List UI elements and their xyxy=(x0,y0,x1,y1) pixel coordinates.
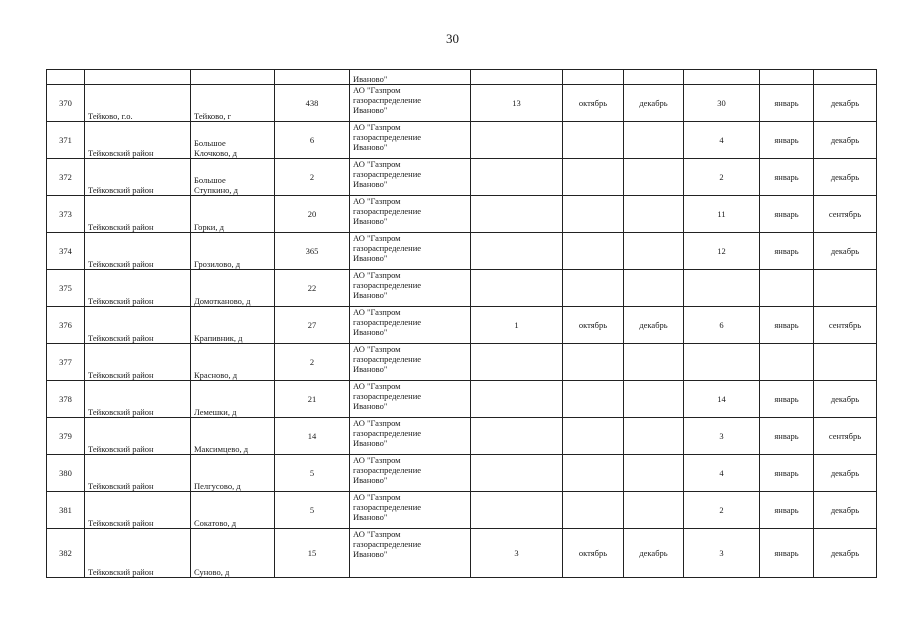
count-cell xyxy=(684,270,760,307)
count-cell xyxy=(471,344,563,381)
quantity-cell: 438 xyxy=(275,85,350,122)
district-cell: Тейковский район xyxy=(85,233,191,270)
end-month-cell: декабрь xyxy=(814,159,877,196)
table-row xyxy=(47,455,877,492)
quantity-cell: 22 xyxy=(275,270,350,307)
district-cell: Тейковский район xyxy=(85,344,191,381)
start-month-cell xyxy=(563,381,624,418)
count-cell: 4 xyxy=(684,122,760,159)
count-cell: 4 xyxy=(684,455,760,492)
locality-cell: Большое Клочково, д xyxy=(191,122,275,159)
locality-cell: Максимцево, д xyxy=(191,418,275,455)
row-number-cell: 375 xyxy=(47,270,85,307)
district-cell: Тейковский район xyxy=(85,196,191,233)
org-cell: АО "Газпром газораспределение Иваново" xyxy=(350,307,471,344)
start-month-cell xyxy=(563,492,624,529)
row-number-cell: 380 xyxy=(47,455,85,492)
district-cell: Тейковский район xyxy=(85,159,191,196)
count-cell: 3 xyxy=(684,418,760,455)
end-month-cell xyxy=(624,344,684,381)
table-row xyxy=(47,492,877,529)
table-row xyxy=(47,196,877,233)
end-month-cell xyxy=(814,344,877,381)
end-month-cell xyxy=(624,196,684,233)
row-number-cell: 371 xyxy=(47,122,85,159)
locality-cell: Красново, д xyxy=(191,344,275,381)
row-number-cell: 376 xyxy=(47,307,85,344)
org-cell: АО "Газпром газораспределение Иваново" xyxy=(350,196,471,233)
start-month-cell: январь xyxy=(760,233,814,270)
end-month-cell: декабрь xyxy=(814,381,877,418)
table-row xyxy=(47,70,877,85)
end-month-cell xyxy=(814,270,877,307)
district-cell: Тейковский район xyxy=(85,455,191,492)
district-cell: Тейковский район xyxy=(85,270,191,307)
count-cell xyxy=(471,159,563,196)
locality-cell: Крапивник, д xyxy=(191,307,275,344)
count-cell: 6 xyxy=(684,307,760,344)
row-number-cell: 372 xyxy=(47,159,85,196)
org-cell: АО "Газпром газораспределение Иваново" xyxy=(350,418,471,455)
district-cell: Тейково, г.о. xyxy=(85,85,191,122)
district-cell: Тейковский район xyxy=(85,381,191,418)
org-cell: АО "Газпром газораспределение Иваново" xyxy=(350,270,471,307)
end-month-cell xyxy=(624,418,684,455)
start-month-cell: октябрь xyxy=(563,529,624,578)
district-cell: Тейковский район xyxy=(85,492,191,529)
count-cell: 1 xyxy=(471,307,563,344)
table-row xyxy=(47,529,877,578)
org-cell: АО "Газпром газораспределение Иваново" xyxy=(350,455,471,492)
table-row xyxy=(47,418,877,455)
start-month-cell: январь xyxy=(760,492,814,529)
org-cell: АО "Газпром газораспределение Иваново" xyxy=(350,381,471,418)
count-cell: 12 xyxy=(684,233,760,270)
start-month-cell: январь xyxy=(760,529,814,578)
start-month-cell xyxy=(563,344,624,381)
start-month-cell: январь xyxy=(760,455,814,492)
end-month-cell xyxy=(624,455,684,492)
row-number-cell: 382 xyxy=(47,529,85,578)
table-row xyxy=(47,233,877,270)
org-cell: Иваново" xyxy=(350,70,471,85)
end-month-cell: декабрь xyxy=(624,307,684,344)
count-cell xyxy=(471,270,563,307)
end-month-cell: декабрь xyxy=(814,85,877,122)
end-month-cell xyxy=(624,159,684,196)
org-cell: АО "Газпром газораспределение Иваново" xyxy=(350,233,471,270)
count-cell xyxy=(471,381,563,418)
count-cell xyxy=(471,196,563,233)
locality-cell: Большое Ступкино, д xyxy=(191,159,275,196)
start-month-cell xyxy=(563,159,624,196)
count-cell: 11 xyxy=(684,196,760,233)
start-month-cell: октябрь xyxy=(563,85,624,122)
start-month-cell xyxy=(563,122,624,159)
start-month-cell: январь xyxy=(760,159,814,196)
quantity-cell: 27 xyxy=(275,307,350,344)
table-row xyxy=(47,307,877,344)
end-month-cell: декабрь xyxy=(814,122,877,159)
count-cell xyxy=(471,455,563,492)
start-month-cell xyxy=(563,196,624,233)
count-cell: 2 xyxy=(684,492,760,529)
table-row xyxy=(47,270,877,307)
table-row xyxy=(47,344,877,381)
district-cell: Тейковский район xyxy=(85,122,191,159)
locality-cell: Домотканово, д xyxy=(191,270,275,307)
start-month-cell xyxy=(563,233,624,270)
start-month-cell xyxy=(760,344,814,381)
start-month-cell xyxy=(760,270,814,307)
quantity-cell: 14 xyxy=(275,418,350,455)
row-number-cell: 378 xyxy=(47,381,85,418)
start-month-cell: январь xyxy=(760,418,814,455)
locality-cell: Грозилово, д xyxy=(191,233,275,270)
row-number-cell: 370 xyxy=(47,85,85,122)
count-cell: 2 xyxy=(684,159,760,196)
end-month-cell: декабрь xyxy=(624,529,684,578)
quantity-cell: 21 xyxy=(275,381,350,418)
start-month-cell: январь xyxy=(760,307,814,344)
end-month-cell: декабрь xyxy=(624,85,684,122)
district-cell: Тейковский район xyxy=(85,529,191,578)
count-cell xyxy=(471,418,563,455)
count-cell: 3 xyxy=(471,529,563,578)
end-month-cell: сентябрь xyxy=(814,418,877,455)
count-cell: 30 xyxy=(684,85,760,122)
locality-cell: Лемешки, д xyxy=(191,381,275,418)
locality-cell: Горки, д xyxy=(191,196,275,233)
org-cell: АО "Газпром газораспределение Иваново" xyxy=(350,492,471,529)
start-month-cell: январь xyxy=(760,122,814,159)
start-month-cell: январь xyxy=(760,85,814,122)
org-cell: АО "Газпром газораспределение Иваново" xyxy=(350,122,471,159)
org-cell: АО "Газпром газораспределение Иваново" xyxy=(350,85,471,122)
count-cell: 3 xyxy=(684,529,760,578)
end-month-cell: декабрь xyxy=(814,455,877,492)
start-month-cell xyxy=(563,270,624,307)
end-month-cell: сентябрь xyxy=(814,196,877,233)
quantity-cell: 20 xyxy=(275,196,350,233)
end-month-cell: сентябрь xyxy=(814,307,877,344)
count-cell xyxy=(471,122,563,159)
row-number-cell: 373 xyxy=(47,196,85,233)
quantity-cell: 2 xyxy=(275,344,350,381)
count-cell xyxy=(471,233,563,270)
end-month-cell: декабрь xyxy=(814,492,877,529)
quantity-cell: 15 xyxy=(275,529,350,578)
row-number-cell: 381 xyxy=(47,492,85,529)
org-cell: АО "Газпром газораспределение Иваново" xyxy=(350,529,471,578)
locality-cell: Суново, д xyxy=(191,529,275,578)
row-number-cell: 377 xyxy=(47,344,85,381)
table-row xyxy=(47,122,877,159)
row-number-cell: 379 xyxy=(47,418,85,455)
table-row xyxy=(47,85,877,122)
locality-cell: Тейково, г xyxy=(191,85,275,122)
table-row xyxy=(47,159,877,196)
start-month-cell xyxy=(563,418,624,455)
start-month-cell: январь xyxy=(760,196,814,233)
end-month-cell xyxy=(624,381,684,418)
quantity-cell: 6 xyxy=(275,122,350,159)
start-month-cell: январь xyxy=(760,381,814,418)
end-month-cell: декабрь xyxy=(814,233,877,270)
district-cell: Тейковский район xyxy=(85,307,191,344)
start-month-cell: октябрь xyxy=(563,307,624,344)
table-body xyxy=(47,70,877,578)
row-number-cell: 374 xyxy=(47,233,85,270)
end-month-cell xyxy=(624,233,684,270)
count-cell xyxy=(684,344,760,381)
quantity-cell: 5 xyxy=(275,455,350,492)
quantity-cell: 365 xyxy=(275,233,350,270)
quantity-cell: 5 xyxy=(275,492,350,529)
quantity-cell: 2 xyxy=(275,159,350,196)
district-cell: Тейковский район xyxy=(85,418,191,455)
count-cell: 13 xyxy=(471,85,563,122)
locality-cell: Пелгусово, д xyxy=(191,455,275,492)
start-month-cell xyxy=(563,455,624,492)
page-number: 30 xyxy=(446,31,459,46)
locality-cell: Сокатово, д xyxy=(191,492,275,529)
gasification-table xyxy=(46,69,877,578)
count-cell xyxy=(471,492,563,529)
end-month-cell xyxy=(624,122,684,159)
end-month-cell xyxy=(624,492,684,529)
org-cell: АО "Газпром газораспределение Иваново" xyxy=(350,159,471,196)
end-month-cell xyxy=(624,270,684,307)
count-cell: 14 xyxy=(684,381,760,418)
org-cell: АО "Газпром газораспределение Иваново" xyxy=(350,344,471,381)
end-month-cell: декабрь xyxy=(814,529,877,578)
table-row xyxy=(47,381,877,418)
